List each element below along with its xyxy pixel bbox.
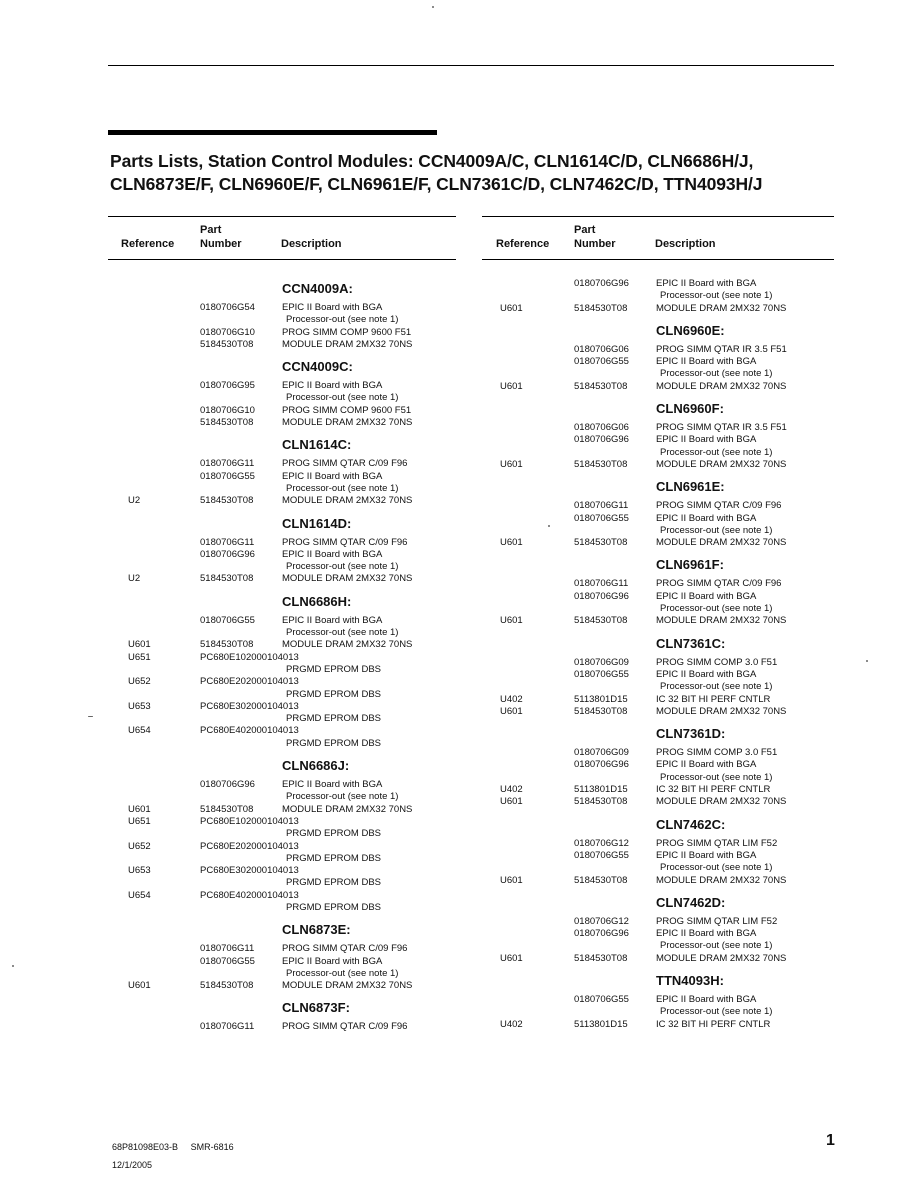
reference-cell: U601 <box>128 639 151 651</box>
table-row <box>108 573 456 585</box>
part-section <box>108 922 456 992</box>
part-number-cell: 0180706G11 <box>200 458 255 470</box>
description-continuation: Processor-out (see note 1) <box>286 791 399 803</box>
part-section <box>108 437 456 507</box>
table-row <box>482 694 834 706</box>
part-number-cell: 5184530T08 <box>200 573 254 585</box>
part-number-cell: 5184530T08 <box>574 952 628 964</box>
part-number-cell: 5184530T08 <box>200 803 254 815</box>
table-row <box>482 706 834 718</box>
section-heading: CLN1614C: <box>282 437 352 453</box>
table-row <box>482 838 834 850</box>
header-number: Number <box>574 238 616 250</box>
description-cell: MODULE DRAM 2MX32 70NS <box>656 380 787 392</box>
table-row <box>482 796 834 808</box>
section-heading: CLN7462D: <box>656 894 726 910</box>
page-footer <box>112 1138 234 1174</box>
section-heading: CLN6873F: <box>282 1000 350 1016</box>
description-continuation: PRGMD EPROM DBS <box>286 663 382 675</box>
part-number-cell: PC680E202000104013 <box>200 840 299 852</box>
reference-cell: U652 <box>128 840 151 852</box>
part-number-cell: 0180706G11 <box>574 500 629 512</box>
part-number-cell: 5184530T08 <box>574 537 628 549</box>
table-row <box>108 865 456 890</box>
left-table-body <box>108 260 456 1034</box>
description-cell: EPIC II Board with BGA <box>282 955 383 967</box>
table-row <box>482 591 834 616</box>
description-continuation: Processor-out (see note 1) <box>286 627 399 639</box>
section-heading: CCN4009C: <box>282 359 353 375</box>
part-number-cell: 0180706G96 <box>200 779 255 791</box>
table-row <box>482 303 834 315</box>
table-row <box>482 459 834 471</box>
header-reference: Reference <box>496 238 550 250</box>
section-heading: CLN6961E: <box>656 479 725 495</box>
description-continuation: PRGMD EPROM DBS <box>286 901 382 913</box>
description-cell: PROG SIMM QTAR LIM F52 <box>656 915 778 927</box>
part-number-cell: 0180706G06 <box>574 343 629 355</box>
part-section <box>108 281 456 351</box>
description-cell: EPIC II Board with BGA <box>656 356 757 368</box>
header-part: Part <box>574 224 596 236</box>
part-section <box>482 401 834 471</box>
part-number-cell: 0180706G55 <box>574 356 629 368</box>
description-cell: MODULE DRAM 2MX32 70NS <box>656 302 787 314</box>
section-heading: CLN7361D: <box>656 726 726 742</box>
left-parts-table <box>108 216 456 1042</box>
part-number-cell: 0180706G55 <box>200 955 255 967</box>
description-continuation: Processor-out (see note 1) <box>660 771 773 783</box>
table-row <box>482 928 834 953</box>
part-section <box>108 359 456 429</box>
part-number-cell: PC680E202000104013 <box>200 676 299 688</box>
header-part: Part <box>200 224 222 236</box>
table-row <box>108 676 456 701</box>
table-row <box>108 549 456 574</box>
section-heading: CLN6960E: <box>656 322 725 338</box>
section-heading: TTN4093H: <box>656 972 724 988</box>
description-cell: PROG SIMM QTAR C/09 F96 <box>282 458 408 470</box>
part-number-cell: 0180706G55 <box>574 668 629 680</box>
section-heading: CLN6873E: <box>282 922 351 938</box>
description-cell: MODULE DRAM 2MX32 70NS <box>656 952 787 964</box>
part-number-cell: 0180706G10 <box>200 326 255 338</box>
description-cell: EPIC II Board with BGA <box>656 278 757 289</box>
description-cell: MODULE DRAM 2MX32 70NS <box>656 705 787 717</box>
description-cell: MODULE DRAM 2MX32 70NS <box>282 639 413 651</box>
page-title: Parts Lists, Station Control Modules: CCN4009A/C, CLN1614C/D, CLN6686H/J, CLN6873E/F, CLN6960E/F, CLN6961E/F, CLN7361C/D, CLN7462C/D, TTN4093H/J <box>110 151 763 194</box>
table-row <box>482 657 834 669</box>
table-row <box>108 537 456 549</box>
description-cell: PROG SIMM QTAR C/09 F96 <box>656 578 782 590</box>
part-number-cell: 0180706G06 <box>574 422 629 434</box>
description-continuation: Processor-out (see note 1) <box>660 446 773 458</box>
table-row <box>482 615 834 627</box>
table-row <box>108 327 456 339</box>
part-number-cell: 0180706G55 <box>200 470 255 482</box>
description-cell: MODULE DRAM 2MX32 70NS <box>656 537 787 549</box>
part-section <box>482 323 834 393</box>
section-rule <box>108 130 437 135</box>
part-number-cell: 5113801D15 <box>574 1018 628 1030</box>
table-row <box>482 344 834 356</box>
description-continuation: Processor-out (see note 1) <box>660 681 773 693</box>
part-number-cell: PC680E102000104013 <box>200 815 299 827</box>
table-row <box>482 381 834 393</box>
part-number-cell: PC680E402000104013 <box>200 889 299 901</box>
part-number-cell: PC680E302000104013 <box>200 700 299 712</box>
description-continuation: Processor-out (see note 1) <box>286 967 399 979</box>
part-number-cell: PC680E402000104013 <box>200 725 299 737</box>
table-row <box>108 980 456 992</box>
part-number-cell: 0180706G96 <box>574 759 629 771</box>
part-section <box>108 758 456 914</box>
part-number-cell: 0180706G55 <box>574 993 629 1005</box>
part-number-cell: 0180706G11 <box>200 943 255 955</box>
part-number-cell: 0180706G11 <box>200 1021 255 1033</box>
right-table-body <box>482 260 834 1031</box>
table-row <box>482 278 834 303</box>
part-number-cell: PC680E302000104013 <box>200 865 299 877</box>
part-number-cell: PC680E102000104013 <box>200 651 299 663</box>
part-number-cell: 5184530T08 <box>574 796 628 808</box>
description-cell: EPIC II Board with BGA <box>282 548 383 560</box>
part-number-cell: 0180706G54 <box>200 302 255 313</box>
reference-cell: U601 <box>128 980 151 992</box>
part-number-cell: 0180706G12 <box>574 915 629 927</box>
description-cell: MODULE DRAM 2MX32 70NS <box>656 458 787 470</box>
description-cell: MODULE DRAM 2MX32 70NS <box>282 495 413 507</box>
table-row <box>482 784 834 796</box>
part-number-cell: 5184530T08 <box>200 639 254 651</box>
description-cell: EPIC II Board with BGA <box>656 590 757 602</box>
table-row <box>108 495 456 507</box>
part-section <box>482 278 834 315</box>
part-section <box>482 479 834 549</box>
description-continuation: PRGMD EPROM DBS <box>286 877 382 889</box>
reference-cell: U2 <box>128 573 141 585</box>
table-row <box>482 759 834 784</box>
description-cell: EPIC II Board with BGA <box>656 928 757 940</box>
table-row <box>108 417 456 429</box>
table-row <box>482 422 834 434</box>
footer-date: 12/1/2005 <box>112 1160 153 1170</box>
reference-cell: U601 <box>500 952 523 964</box>
scan-speck <box>12 965 14 967</box>
description-cell: PROG SIMM COMP 3.0 F51 <box>656 747 778 759</box>
table-row <box>482 994 834 1019</box>
part-number-cell: 0180706G09 <box>574 656 629 668</box>
section-heading: CLN6960F: <box>656 401 724 417</box>
header-reference: Reference <box>121 238 175 250</box>
part-number-cell: 5184530T08 <box>200 417 254 429</box>
table-row <box>482 850 834 875</box>
description-cell: EPIC II Board with BGA <box>282 779 383 791</box>
part-section <box>108 594 456 750</box>
right-parts-table <box>482 216 834 1039</box>
part-number-cell: 0180706G96 <box>574 434 629 446</box>
table-row <box>482 434 834 459</box>
part-number-cell: 0180706G10 <box>200 404 255 416</box>
header-number: Number <box>200 238 242 250</box>
reference-cell: U402 <box>500 784 523 796</box>
reference-cell: U601 <box>500 380 523 392</box>
part-number-cell: 0180706G11 <box>574 578 629 590</box>
part-number-cell: 0180706G96 <box>200 548 255 560</box>
table-row <box>108 639 456 651</box>
description-cell: MODULE DRAM 2MX32 70NS <box>282 338 413 350</box>
doc-number: 68P81098E03-B <box>112 1142 179 1152</box>
table-row <box>108 652 456 677</box>
part-number-cell: 5184530T08 <box>574 615 628 627</box>
part-number-cell: 0180706G11 <box>200 536 255 548</box>
reference-cell: U654 <box>128 889 151 901</box>
reference-cell: U601 <box>500 705 523 717</box>
table-row <box>482 875 834 887</box>
description-cell: EPIC II Board with BGA <box>282 302 383 313</box>
table-header <box>108 216 456 260</box>
description-cell: MODULE DRAM 2MX32 70NS <box>282 573 413 585</box>
description-cell: MODULE DRAM 2MX32 70NS <box>282 980 413 992</box>
reference-cell: U601 <box>500 302 523 314</box>
table-row <box>108 458 456 470</box>
part-number-cell: 0180706G95 <box>200 380 255 392</box>
part-number-cell: 5113801D15 <box>574 784 628 796</box>
description-cell: PROG SIMM QTAR IR 3.5 F51 <box>656 343 787 355</box>
scan-speck <box>432 6 434 8</box>
reference-cell: U651 <box>128 651 151 663</box>
part-number-cell: 0180706G55 <box>200 614 255 626</box>
part-number-cell: 0180706G96 <box>574 928 629 940</box>
table-row <box>108 302 456 327</box>
reference-cell: U2 <box>128 495 141 507</box>
description-cell: MODULE DRAM 2MX32 70NS <box>282 803 413 815</box>
description-cell: EPIC II Board with BGA <box>656 434 757 446</box>
description-cell: PROG SIMM QTAR C/09 F96 <box>282 536 408 548</box>
reference-cell: U653 <box>128 700 151 712</box>
description-continuation: Processor-out (see note 1) <box>286 314 399 326</box>
table-row <box>108 405 456 417</box>
table-row <box>108 339 456 351</box>
section-heading: CLN6686J: <box>282 758 350 774</box>
reference-cell: U402 <box>500 1018 523 1030</box>
table-row <box>482 953 834 965</box>
description-cell: PROG SIMM QTAR LIM F52 <box>656 837 778 849</box>
part-number-cell: 5184530T08 <box>574 874 628 886</box>
reference-cell: U654 <box>128 725 151 737</box>
description-cell: PROG SIMM QTAR C/09 F96 <box>282 943 408 955</box>
description-cell: EPIC II Board with BGA <box>656 759 757 771</box>
description-cell: MODULE DRAM 2MX32 70NS <box>656 796 787 808</box>
part-section <box>482 895 834 965</box>
description-cell: PROG SIMM QTAR C/09 F96 <box>656 500 782 512</box>
description-continuation: Processor-out (see note 1) <box>660 368 773 380</box>
table-row <box>108 943 456 955</box>
table-row <box>108 956 456 981</box>
reference-cell: U652 <box>128 676 151 688</box>
description-cell: PROG SIMM COMP 3.0 F51 <box>656 656 778 668</box>
part-section <box>108 1000 456 1033</box>
section-heading: CLN1614D: <box>282 515 352 531</box>
part-number-cell: 5184530T08 <box>574 705 628 717</box>
part-section <box>482 636 834 718</box>
part-number-cell: 5184530T08 <box>574 302 628 314</box>
part-section <box>482 817 834 887</box>
part-number-cell: 5184530T08 <box>200 980 254 992</box>
scan-speck <box>866 660 868 662</box>
table-row <box>482 578 834 590</box>
part-number-cell: 0180706G96 <box>574 278 629 289</box>
table-row <box>482 916 834 928</box>
table-row <box>108 804 456 816</box>
part-number-cell: 0180706G55 <box>574 512 629 524</box>
part-section <box>482 726 834 808</box>
table-row <box>108 701 456 726</box>
description-continuation: Processor-out (see note 1) <box>660 290 773 302</box>
table-row <box>482 513 834 538</box>
part-number-cell: 0180706G09 <box>574 747 629 759</box>
description-continuation: Processor-out (see note 1) <box>660 940 773 952</box>
part-number-cell: 5113801D15 <box>574 693 628 705</box>
section-heading: CLN6686H: <box>282 593 352 609</box>
description-cell: EPIC II Board with BGA <box>282 470 383 482</box>
reference-cell: U402 <box>500 693 523 705</box>
reference-cell: U651 <box>128 815 151 827</box>
description-cell: IC 32 BIT HI PERF CNTLR <box>656 693 771 705</box>
description-continuation: Processor-out (see note 1) <box>286 561 399 573</box>
table-row <box>108 890 456 915</box>
reference-cell: U601 <box>500 615 523 627</box>
description-cell: EPIC II Board with BGA <box>656 849 757 861</box>
description-cell: EPIC II Board with BGA <box>282 380 383 392</box>
part-section <box>108 516 456 586</box>
description-cell: PROG SIMM COMP 9600 F51 <box>282 404 412 416</box>
description-continuation: Processor-out (see note 1) <box>660 862 773 874</box>
reference-cell: U601 <box>500 796 523 808</box>
header-description: Description <box>281 238 342 250</box>
description-continuation: Processor-out (see note 1) <box>660 603 773 615</box>
section-heading: CLN7361C: <box>656 635 726 651</box>
part-number-cell: 5184530T08 <box>200 495 254 507</box>
reference-cell: U601 <box>500 458 523 470</box>
part-number-cell: 0180706G96 <box>574 590 629 602</box>
table-row <box>108 779 456 804</box>
section-heading: CLN6961F: <box>656 557 724 573</box>
scan-speck <box>88 716 93 717</box>
description-continuation: Processor-out (see note 1) <box>286 482 399 494</box>
description-continuation: PRGMD EPROM DBS <box>286 828 382 840</box>
table-row <box>482 669 834 694</box>
part-number-cell: 0180706G55 <box>574 849 629 861</box>
top-rule <box>108 65 834 66</box>
description-cell: EPIC II Board with BGA <box>656 512 757 524</box>
table-row <box>108 615 456 640</box>
part-number-cell: 5184530T08 <box>574 380 628 392</box>
description-continuation: PRGMD EPROM DBS <box>286 852 382 864</box>
table-header <box>482 216 834 260</box>
description-continuation: Processor-out (see note 1) <box>660 1006 773 1018</box>
scan-speck <box>548 525 550 527</box>
table-row <box>108 725 456 750</box>
reference-cell: U601 <box>500 874 523 886</box>
description-continuation: PRGMD EPROM DBS <box>286 713 382 725</box>
table-row <box>108 380 456 405</box>
description-continuation: Processor-out (see note 1) <box>286 392 399 404</box>
part-number-cell: 5184530T08 <box>574 458 628 470</box>
description-cell: MODULE DRAM 2MX32 70NS <box>282 417 413 429</box>
smr-number: SMR-6816 <box>190 1142 234 1152</box>
section-heading: CLN7462C: <box>656 816 726 832</box>
table-row <box>482 1019 834 1031</box>
description-cell: PROG SIMM QTAR C/09 F96 <box>282 1021 408 1033</box>
table-row <box>108 471 456 496</box>
table-row <box>482 747 834 759</box>
part-section <box>482 557 834 627</box>
description-cell: MODULE DRAM 2MX32 70NS <box>656 615 787 627</box>
description-cell: IC 32 BIT HI PERF CNTLR <box>656 1018 771 1030</box>
table-row <box>482 537 834 549</box>
reference-cell: U601 <box>128 803 151 815</box>
header-description: Description <box>655 238 716 250</box>
part-number-cell: 0180706G12 <box>574 837 629 849</box>
part-section <box>482 973 834 1031</box>
table-row <box>108 816 456 841</box>
page-number: 1 <box>826 1132 835 1149</box>
description-cell: EPIC II Board with BGA <box>282 614 383 626</box>
table-row <box>482 356 834 381</box>
table-row <box>108 1021 456 1033</box>
reference-cell: U653 <box>128 865 151 877</box>
description-cell: PROG SIMM QTAR IR 3.5 F51 <box>656 422 787 434</box>
section-heading: CCN4009A: <box>282 281 353 296</box>
table-row <box>108 841 456 866</box>
description-cell: PROG SIMM COMP 9600 F51 <box>282 326 412 338</box>
description-cell: IC 32 BIT HI PERF CNTLR <box>656 784 771 796</box>
description-cell: EPIC II Board with BGA <box>656 993 757 1005</box>
reference-cell: U601 <box>500 537 523 549</box>
description-continuation: PRGMD EPROM DBS <box>286 688 382 700</box>
description-cell: EPIC II Board with BGA <box>656 668 757 680</box>
description-continuation: Processor-out (see note 1) <box>660 524 773 536</box>
description-cell: MODULE DRAM 2MX32 70NS <box>656 874 787 886</box>
description-continuation: PRGMD EPROM DBS <box>286 737 382 749</box>
part-number-cell: 5184530T08 <box>200 338 254 350</box>
table-row <box>482 500 834 512</box>
